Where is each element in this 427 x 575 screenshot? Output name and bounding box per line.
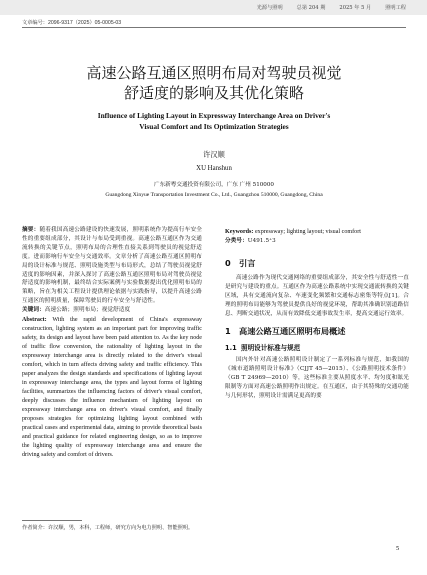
section-title: 引言	[239, 257, 256, 268]
abstract-english-text: With the rapid development of China's expressway construction, lighting system as an important part for improving traffic safety, its design and layout have been paid attention to. As the key node of traffic flow conversion, the rationality of lighting layout in the expressway interchange area is directly related to the driver's visual comfort, which in turn affects driving safety and traffic efficiency. This paper analyzes the design standards and specifications of lighting layout in expressway interchange area, the types and layout forms of lighting facilities, summarizes the influencing factors of driver's visual comfort, deeply discusses the influence mechanism of lighting layout on expressway interchange area on driver's visual comfort, and finally proposes strategies for optimizing lighting layout combined with practical cases and experimental data, aiming to provide theoretical basis and practical guidance for related engineering design, so as to improve the lighting quality of expressway interchange area and ensure the driving safety and comfort of drivers.	[22, 317, 202, 459]
keywords-english-label: Keywords:	[225, 229, 254, 235]
abstract-english	[22, 316, 202, 460]
title-english-line1: Influence of Lighting Layout in Expressway Interchange Area on Driver's	[97, 111, 331, 120]
author-english: XU Hanshun	[196, 165, 232, 172]
title-chinese-line1: 高速公路互通区照明布局对驾驶员视觉	[86, 64, 342, 82]
keywords-chinese	[22, 306, 202, 315]
abstract-english-label: Abstract:	[22, 317, 47, 324]
subsection-heading-standards	[225, 342, 409, 352]
title-english-line2: Visual Comfort and Its Optimization Strategies	[139, 122, 289, 131]
classification-code: U491.5⁺3	[247, 238, 276, 244]
introduction-text: 高速公路作为现代交通网络的重要组成部分，其安全性与舒适性一直是研究与建设的重点。互通区作为高速公路系统中实现交通流转换的关键区域，具有交通流向复杂、车速变化频繁和交通标志密集等特点[1]。合理的照明布局能够为驾驶员提供良好的视觉环境，帮助其准确识别道路信息、判断交通状况，从而有效降低交通事故发生率，提高交通运行效率。	[225, 274, 409, 317]
classification	[225, 237, 409, 246]
footnote-rule	[22, 520, 82, 521]
title-chinese-line2: 舒适度的影响及其优化策略	[123, 84, 304, 102]
page-number: 5	[396, 545, 400, 552]
affiliation-english: Guangdong Xinyue Transportation Investment Co., Ltd., Guangzhou 510000, Guangdong, China	[105, 192, 323, 198]
section-number: 0	[225, 257, 231, 268]
subsection-title: 照明设计标准与规范	[241, 344, 301, 353]
header-rule	[22, 27, 406, 28]
keywords-chinese-label: 关键词：	[22, 307, 45, 314]
issue-number: 总第 204 期	[296, 5, 326, 11]
article-number: 文章编号：2096-9317（2025）05-0005-03	[22, 20, 122, 26]
section-title: 高速公路互通区照明布局概述	[239, 326, 346, 337]
left-column	[22, 226, 202, 460]
right-column	[225, 226, 409, 401]
title-chinese	[22, 63, 406, 103]
keywords-english	[225, 228, 409, 237]
journal-name: 光源与照明	[256, 5, 283, 11]
keywords-english-text: expressway; lighting layout; visual comfort	[254, 229, 361, 235]
issue-date: 2025 年 5 月	[339, 5, 372, 11]
section-name: 照明工程	[385, 5, 406, 11]
section-heading-introduction	[225, 258, 409, 269]
standards-text: 国内外针对高速公路照明设计制定了一系列标准与规范，如我国的《城市道路照明设计标准》（CJJT 45—2015）、《公路照明技术条件》（GB T 24969—2010）等，这些标准主要从照度水平、均匀度和眩光限制等方面对高速公路照明作出规定。在互通区，由于其特殊的交通功能与几何形状，照明设计需满足更高的要	[225, 357, 409, 400]
section-number: 1	[225, 326, 231, 337]
running-header	[22, 4, 406, 14]
affiliation-chinese: 广东新粤交通投资有限公司，广东 广州 510000	[153, 182, 274, 188]
keywords-chinese-text: 高速公路；照明布局；视觉舒适度	[44, 307, 131, 314]
subsection-number: 1.1	[225, 344, 237, 353]
title-english	[22, 110, 406, 132]
abstract-chinese-label: 摘要：	[22, 227, 40, 233]
classification-label: 分类号：	[225, 238, 248, 244]
author-chinese: 许汉顺	[203, 150, 225, 159]
section-heading-overview	[225, 326, 409, 337]
abstract-chinese	[22, 226, 202, 306]
author-footnote: 作者简介：许汉顺，男，本科，工程师，研究方向为电力照明、智能照明。	[22, 525, 194, 531]
abstract-chinese-text: 随着我国高速公路建设的快速发展，照明系统作为提高行车安全性的重要组成部分，其设计与布局受到重视。高速公路互通区作为交通流转换的关键节点，照明布局的合理性直接关系到驾驶员的视觉舒适度。进而影响行车安全与交通效率。文章分析了高速公路互通区照明布局的设计标准与规范、照明设施类型与布局形式，总结了驾驶员视觉舒适度的影响因素，并深入探讨了高速公路互通区照明布局对驾驶员视觉舒适度的影响机制，最终结合实际案例与实验数据提出优化照明布局的策略，旨在为相关工程设计提供理论依据与实践指导，以提升高速公路互通区的照明质量，保障驾驶员的行车安全与舒适性。	[22, 227, 202, 305]
